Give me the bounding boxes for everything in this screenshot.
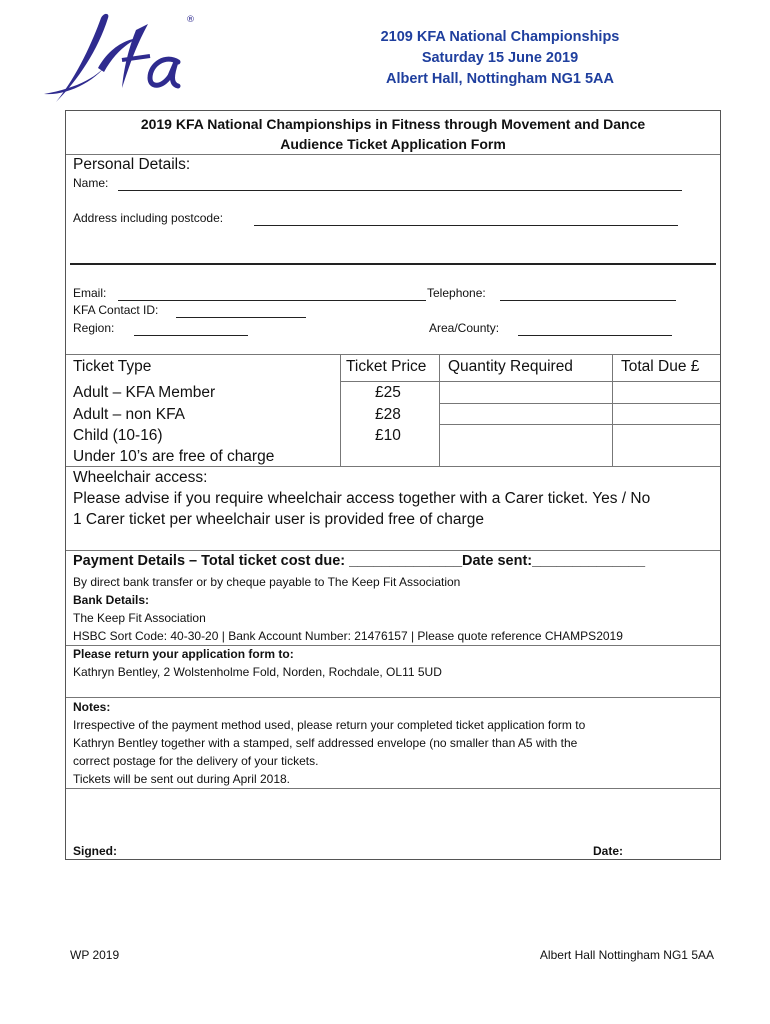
divider: [66, 354, 720, 355]
divider: [66, 550, 720, 551]
table-column-divider: [439, 354, 440, 466]
personal-details-heading: Personal Details:: [73, 156, 191, 173]
divider: [66, 645, 720, 646]
telephone-field[interactable]: [500, 300, 676, 301]
notes-line4: Tickets will be sent out during April 2018.: [73, 772, 291, 786]
signed-label[interactable]: Signed:: [73, 844, 117, 858]
form-title-line2: Audience Ticket Application Form: [280, 136, 506, 152]
ticket-price-adult-member: £25: [375, 384, 401, 401]
address-field[interactable]: [254, 225, 678, 226]
date-label[interactable]: Date:: [593, 844, 624, 858]
table-row-divider: [439, 424, 720, 425]
divider: [66, 154, 720, 155]
footer-venue: Albert Hall Nottingham NG1 5AA: [539, 948, 714, 962]
kfa-logo: [38, 10, 198, 110]
wheelchair-heading: Wheelchair access:: [73, 469, 208, 486]
email-field[interactable]: [118, 300, 426, 301]
kfa-contact-id-label: KFA Contact ID:: [73, 303, 159, 317]
payment-method: By direct bank transfer or by cheque payable to The Keep Fit Association: [73, 575, 461, 589]
bank-details-heading: Bank Details:: [73, 593, 150, 607]
name-field[interactable]: [118, 190, 682, 191]
event-venue: Albert Hall, Nottingham NG1 5AA: [386, 71, 614, 87]
bank-name: The Keep Fit Association: [73, 611, 206, 625]
notes-line2: Kathryn Bentley together with a stamped, self addressed envelope (no smaller than A5 with the: [73, 736, 578, 750]
area-county-field[interactable]: [518, 335, 672, 336]
table-column-divider: [612, 354, 613, 466]
address-label: Address including postcode:: [73, 211, 224, 225]
divider: [66, 697, 720, 698]
notes-heading: Notes:: [73, 700, 111, 714]
return-address: Kathryn Bentley, 2 Wolstenholme Fold, Norden, Rochdale, OL11 5UD: [73, 665, 442, 679]
registered-mark: ®: [186, 15, 195, 25]
table-column-divider: [340, 354, 341, 466]
region-label: Region:: [73, 321, 115, 335]
footer-reference: WP 2019: [70, 948, 120, 962]
ticket-price-child: £10: [375, 427, 401, 444]
table-header-divider: [340, 381, 720, 382]
ticket-type-adult-non-member: Adult – non KFA: [73, 406, 186, 423]
notes-line1: Irrespective of the payment method used, please return your completed ticket application form to: [73, 718, 586, 732]
payment-heading: Payment Details – Total ticket cost due: ______________Date sent:______________: [73, 553, 646, 569]
event-header: [330, 27, 670, 90]
divider: [66, 788, 720, 789]
email-label: Email:: [73, 286, 107, 300]
event-title: 2109 KFA National Championships: [380, 29, 620, 45]
ticket-type-child: Child (10-16): [73, 427, 163, 444]
header-ticket-price: Ticket Price: [346, 358, 427, 375]
event-date: Saturday 15 June 2019: [421, 50, 579, 66]
application-form: [65, 110, 721, 860]
wheelchair-line2: 1 Carer ticket per wheelchair user is provided free of charge: [73, 511, 484, 528]
ticket-type-adult-member: Adult – KFA Member: [73, 384, 216, 401]
kfa-logo-graphic: [38, 10, 198, 110]
area-county-label: Area/County:: [429, 321, 500, 335]
ticket-price-adult-non-member: £28: [375, 406, 401, 423]
bank-info: HSBC Sort Code: 40-30-20 | Bank Account Number: 21476157 | Please quote reference CHAMPS2019: [73, 629, 623, 643]
form-title-line1: 2019 KFA National Championships in Fitness through Movement and Dance: [140, 116, 646, 132]
header-total-due: Total Due £: [621, 358, 700, 375]
header-ticket-type: Ticket Type: [73, 358, 152, 375]
kfa-contact-id-field[interactable]: [176, 317, 306, 318]
header-quantity-required: Quantity Required: [448, 358, 573, 375]
telephone-label: Telephone:: [427, 286, 486, 300]
wheelchair-line1: Please advise if you require wheelchair access together with a Carer ticket. Yes / No: [73, 490, 651, 507]
table-row-divider: [439, 403, 720, 404]
address-field-line2[interactable]: [70, 263, 716, 265]
divider: [66, 466, 720, 467]
under-10-note: Under 10’s are free of charge: [73, 448, 275, 465]
notes-line3: correct postage for the delivery of your tickets.: [73, 754, 319, 768]
name-label: Name:: [73, 176, 109, 190]
region-field[interactable]: [134, 335, 248, 336]
return-heading: Please return your application form to:: [73, 647, 294, 661]
